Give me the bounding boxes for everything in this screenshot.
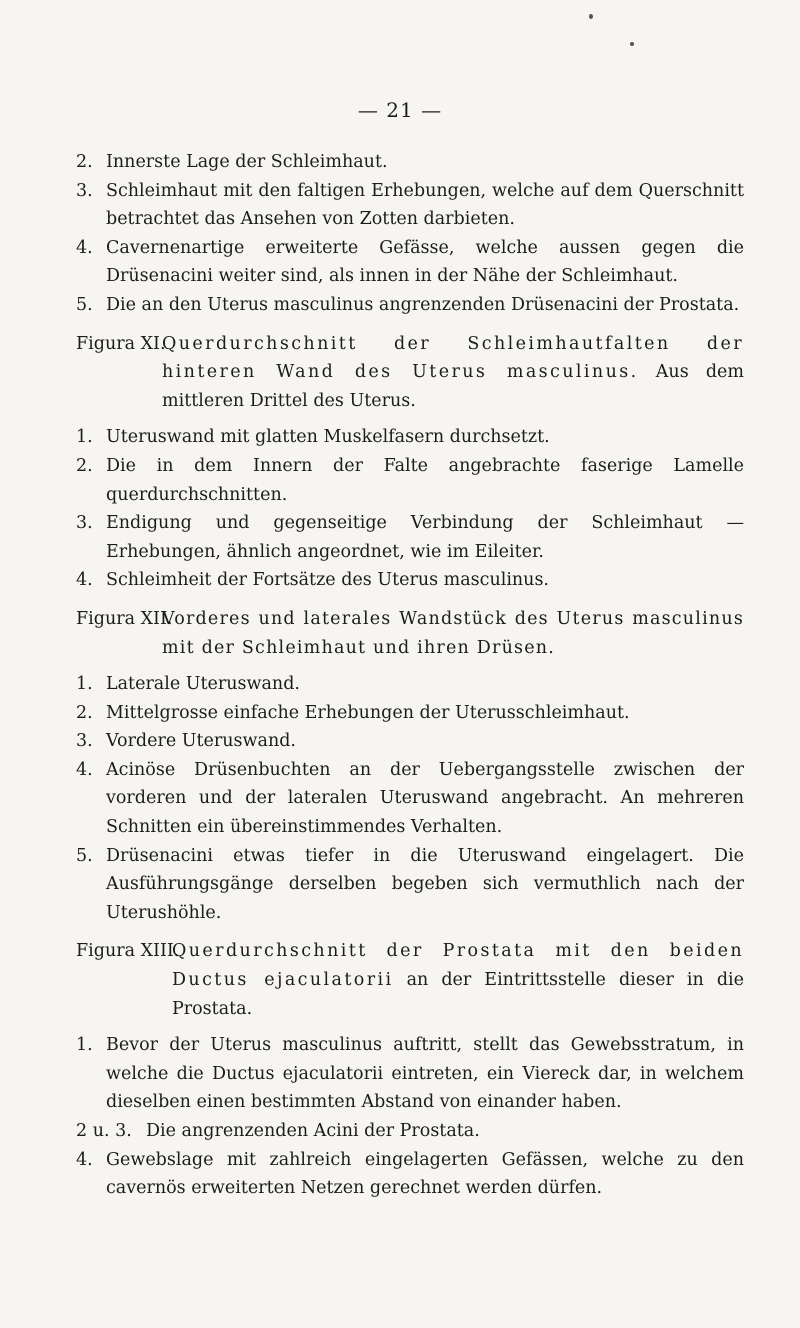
item-number: 5.	[76, 294, 93, 315]
item-number: 4.	[76, 237, 93, 258]
item-number: 4.	[76, 759, 93, 780]
list-item	[76, 1031, 744, 1117]
list-item	[76, 291, 744, 320]
item-number: 5.	[76, 845, 93, 866]
item-text: Uteruswand mit glatten Muskelfasern durchsetzt.	[106, 427, 550, 448]
item-number: 3.	[76, 180, 93, 201]
item-text: Schleimheit der Fortsätze des Uterus masculinus.	[106, 570, 549, 591]
item-text: Die in dem Innern der Falte angebrachte faserige Lamelle querdurchschnitten.	[106, 455, 744, 505]
item-text: Acinöse Drüsenbuchten an der Uebergangsstelle zwischen der vorderen und der lateralen Uteruswand angebracht. An mehreren Schnitten ein übereinstimmendes Verhalten.	[106, 759, 744, 838]
figure-label: Figura XIII.	[76, 941, 180, 962]
print-speck	[630, 42, 634, 46]
item-number: 3.	[76, 731, 93, 752]
figure-subtitle: an der Eintrittsstelle dieser in die Prostata.	[172, 970, 744, 1019]
item-number: 4.	[76, 1149, 93, 1170]
item-number: 1.	[76, 1035, 93, 1056]
item-number: 2.	[76, 702, 93, 723]
list-item	[76, 148, 744, 177]
figure-title: Vorderes und laterales Wandstück des Uterus masculinus mit der Schleimhaut und ihren Drüsen.	[162, 608, 744, 658]
item-text: Schleimhaut mit den faltigen Erhebungen, welche auf dem Querschnitt betrachtet das Ansehen von Zotten darbieten.	[106, 180, 744, 230]
list-item	[76, 756, 744, 842]
item-number: 4.	[76, 570, 93, 591]
item-text: Vordere Uteruswand.	[106, 731, 296, 752]
item-number: 2.	[76, 152, 93, 172]
item-text: Bevor der Uterus masculinus auftritt, stellt das Gewebsstratum, in welche die Ductus ejaculatorii eintreten, ein Viereck dar, in welchem dieselben einen bestimmten Abstand von einander haben.	[106, 1035, 744, 1113]
list-item	[76, 842, 744, 928]
figure-caption-xi	[76, 330, 744, 416]
list-item	[76, 566, 744, 595]
figure-title: Querdurchschnitt der Prostata mit den beiden Ductus ejaculatorii	[172, 941, 744, 991]
list-item	[76, 234, 744, 291]
list-item	[76, 699, 744, 728]
item-number: 1.	[76, 674, 93, 695]
item-number: 3.	[76, 513, 93, 534]
list-item	[76, 423, 744, 452]
item-text: Innerste Lage der Schleimhaut.	[106, 152, 388, 172]
item-text: Cavernenartige erweiterte Gefässe, welche aussen gegen die Drüsenacini weiter sind, als innen in der Nähe der Schleimhaut.	[106, 237, 744, 287]
list-item	[76, 727, 744, 756]
item-text: Die angrenzenden Acini der Prostata.	[146, 1121, 480, 1141]
item-number: 2.	[76, 455, 93, 476]
figure-label: Figura XI.	[76, 333, 166, 354]
figure-title: Querdurchschnitt der Schleimhautfalten der hinteren Wand des Uterus masculinus.	[162, 333, 744, 383]
item-text: Die an den Uterus masculinus angrenzenden Drüsenacini der Prostata.	[106, 294, 740, 315]
item-number: 2 u. 3.	[76, 1121, 132, 1141]
figure-caption-xii	[76, 605, 744, 662]
figure-label: Figura XII.	[76, 608, 173, 629]
list-item	[76, 177, 744, 234]
item-number: 1.	[76, 427, 93, 448]
item-text: Drüsenacini etwas tiefer in die Uteruswand eingelagert. Die Ausführungsgänge derselben begeben sich vermuthlich nach der Uterushöhle.	[106, 845, 744, 923]
list-item	[76, 509, 744, 566]
figure-subtitle: Aus dem mittleren Drittel des Uterus.	[162, 362, 744, 411]
item-text: Laterale Uteruswand.	[106, 674, 300, 695]
list-item	[76, 1146, 744, 1203]
list-item	[76, 452, 744, 509]
print-speck	[589, 14, 593, 19]
page-body	[76, 148, 744, 1203]
page-number: — 21 —	[357, 98, 443, 122]
figure-caption-xiii	[76, 937, 744, 1023]
item-text: Endigung und gegenseitige Verbindung der Schleimhaut — Erhebungen, ähnlich angeordnet, wie im Eileiter.	[106, 513, 744, 562]
list-item	[76, 1117, 744, 1146]
item-text: Gewebslage mit zahlreich eingelagerten Gefässen, welche zu den cavernös erweiterten Netzen gerechnet werden dürfen.	[106, 1149, 744, 1199]
list-item	[76, 670, 744, 699]
item-text: Mittelgrosse einfache Erhebungen der Uterusschleimhaut.	[106, 702, 630, 723]
